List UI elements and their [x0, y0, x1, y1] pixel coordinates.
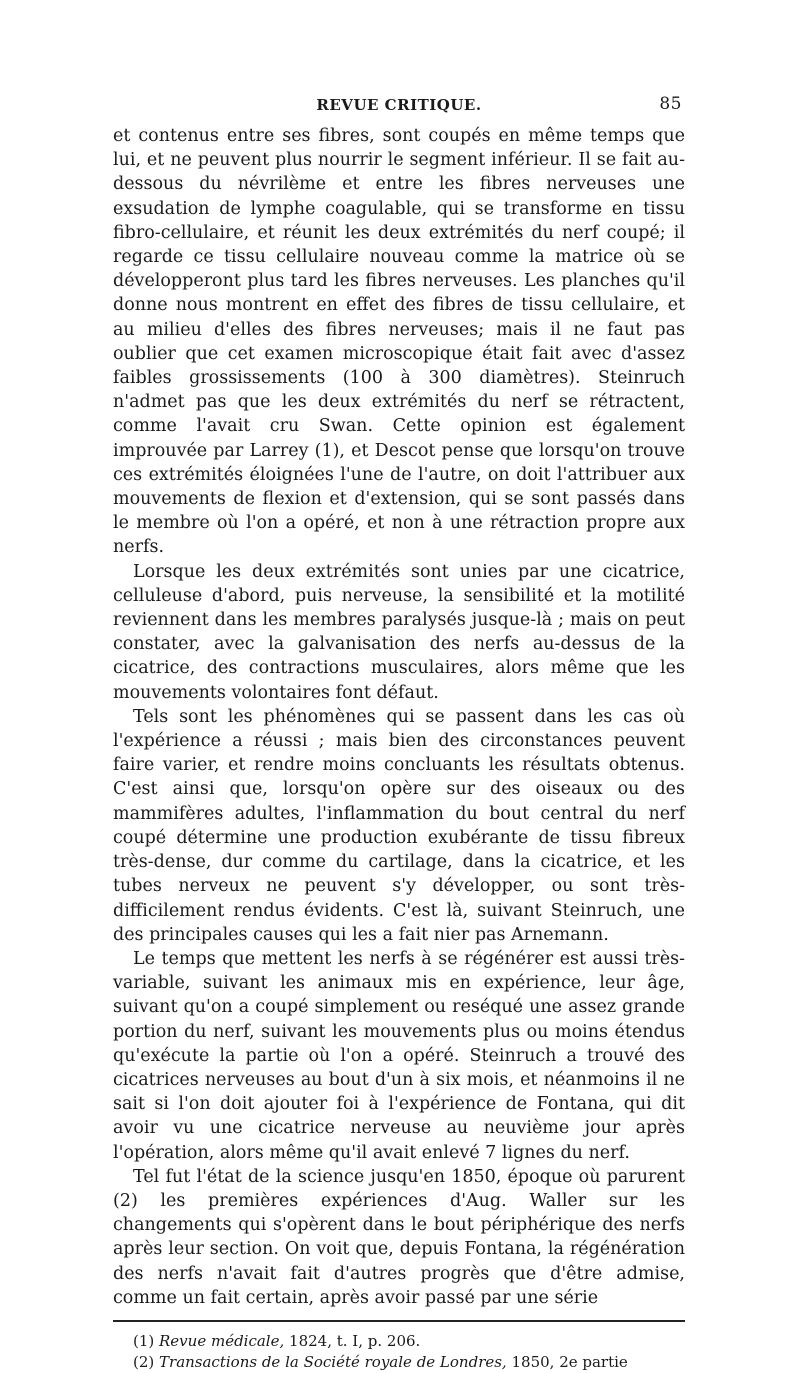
paragraph: Le temps que mettent les nerfs à se régénérer est aussi très-variable, suivant les animaux mis en expérience, leur âge, suivant qu'on a coupé simplement ou reséqué une assez grande portion du nerf, suivant les mouvements plus ou moins étendus qu'exécute la partie où l'on a opéré. Steinruch a trouvé des cicatrices nerveuses au bout d'un à six mois, et néanmoins il ne sait si l'on doit ajouter foi à l'expérience de Fontana, qui dit avoir vu une cicatrice nerveuse au neuvième jour après l'opération, alors même qu'il avait enlevé 7 lignes du nerf.: [113, 948, 685, 1163]
body-text: [113, 124, 685, 1310]
paragraph: Tel fut l'état de la science jusqu'en 1850, époque où parurent (2) les premières expériences d'Aug. Waller sur les changements qui s'opèrent dans le bout périphérique des nerfs après leur section. On voit que, depuis Fontana, la régénération des nerfs n'avait fait d'autres progrès que d'être admise, comme un fait certain, après avoir passé par une série: [113, 1166, 685, 1308]
footnote-details: 1824, t. I, p. 206.: [284, 1331, 421, 1350]
footnote-marker: (1): [133, 1331, 160, 1350]
footnote-marker: (2): [133, 1352, 160, 1371]
paragraph: Tels sont les phénomènes qui se passent dans les cas où l'expérience a réussi ; mais bien des circonstances peuvent faire varier, et rendre moins concluants les résultats obtenus. C'est ainsi que, lorsqu'on opère sur des oiseaux ou des mammifères adultes, l'inflammation du bout central du nerf coupé détermine une production exubérante de tissu fibreux très-dense, dur comme du cartilage, dans la cicatrice, et les tubes nerveux ne peuvent s'y développer, ou sont très-difficilement rendus évidents. C'est là, suivant Steinruch, une des principales causes qui les a fait nier pas Arnemann.: [113, 706, 685, 945]
footnote-source-title: Transactions de la Société royale de Londres,: [159, 1352, 507, 1371]
page-number: 85: [659, 94, 682, 114]
page: [113, 94, 685, 1373]
running-header: [113, 94, 685, 118]
paragraph-continued: et contenus entre ses fibres, sont coupés en même temps que lui, et ne peuvent plus nourrir le segment inférieur. Il se fait au-dessous du névrilème et entre les fibres nerveuses une exsudation de lymphe coagulable, qui se transforme en tissu fibro-cellulaire, et réunit les deux extrémités du nerf coupé; il regarde ce tissu cellulaire nouveau comme la matrice où se développeront plus tard les fibres nerveuses. Les planches qu'il donne nous montrent en effet des fibres de tissu cellulaire, et au milieu d'elles des fibres nerveuses; mais il ne faut pas oublier que cet examen microscopique était fait avec d'assez faibles grossissements (100 à 300 diamètres). Steinruch n'admet pas que les deux extrémités du nerf se rétractent, comme l'avait cru Swan. Cette opinion est également improuvée par Larrey (1), et Descot pense que lorsqu'on trouve ces extrémités éloignées l'une de l'autre, on doit l'attribuer aux mouvements de flexion et d'extension, qui se sont passés dans le membre où l'on a opéré, et non à une rétraction propre aux nerfs.: [113, 126, 685, 558]
footnote-source-title: Revue médicale,: [159, 1331, 285, 1350]
footnote: [133, 1331, 685, 1352]
footnote-divider: [113, 1320, 685, 1322]
footnote-details: 1850, 2e partie: [506, 1352, 628, 1371]
running-title: REVUE CRITIQUE.: [316, 96, 482, 114]
footnotes: [113, 1331, 685, 1373]
footnote: [133, 1352, 685, 1373]
paragraph: Lorsque les deux extrémités sont unies par une cicatrice, celluleuse d'abord, puis nerveuse, la sensibilité et la motilité reviennent dans les membres paralysés jusque-là ; mais on peut constater, avec la galvanisation des nerfs au-dessus de la cicatrice, des contractions musculaires, alors même que les mouvements volontaires font défaut.: [113, 561, 685, 703]
